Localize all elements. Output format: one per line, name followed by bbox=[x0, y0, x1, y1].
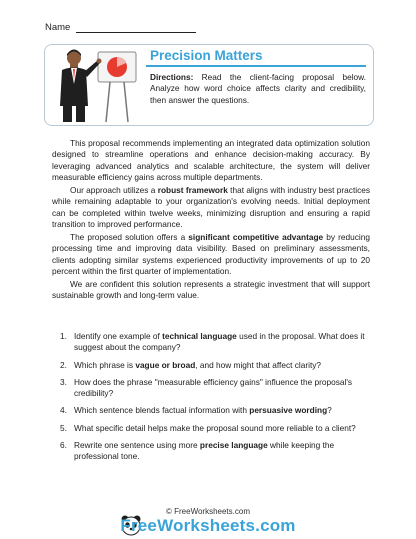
name-label: Name bbox=[45, 22, 71, 33]
proposal-paragraph-2: Our approach utilizes a robust framework that aligns with industry best practices while remaining adaptable to your organization's evolving needs. Initial deployment can be completed within twelve weeks, minimizing disruption and ensuring a rapid transition to improved performance. bbox=[52, 185, 371, 229]
name-field bbox=[45, 22, 196, 33]
directions-text: Read the client-facing proposal below. Analyze how word choice affects clarity and credibility, then answer the questions. bbox=[150, 72, 366, 105]
proposal-paragraph-1: This proposal recommends implementing an integrated data optimization solution designed to streamline operations and enhance decision-making accuracy. By leveraging advanced analytics and scalable architecture, the system will deliver measurable efficiency gains across multiple departments. bbox=[52, 138, 370, 182]
question-item: 1. Identify one example of technical language used in the proposal. What does it suggest about the company? bbox=[60, 331, 365, 353]
title-underline bbox=[146, 65, 366, 67]
directions bbox=[150, 72, 366, 106]
question-item: 4. Which sentence blends factual information with persuasive wording? bbox=[60, 405, 332, 416]
presenter-illustration bbox=[48, 44, 148, 124]
question-item: 3. How does the phrase "measurable efficiency gains" influence the proposal's credibility? bbox=[60, 376, 353, 399]
proposal-paragraph-4: We are confident this solution represents a strategic investment that will support sustainable growth and long-term value. bbox=[52, 279, 370, 301]
question-item: 6. Rewrite one sentence using more precise language while keeping the professional tone. bbox=[60, 440, 335, 462]
question-list bbox=[60, 331, 365, 469]
footer-logo: FreeWorksheets.com bbox=[120, 516, 296, 535]
question-item: 5. What specific detail helps make the proposal sound more reliable to a client? bbox=[60, 422, 356, 433]
footer-url[interactable]: © FreeWorksheets.com bbox=[166, 507, 250, 516]
proposal-paragraph-3: The proposed solution offers a significant competitive advantage by reducing processing time and improving data visibility. Based on preliminary assessments, clients adopting similar systems experienced productivity improvements of up to 20 percent within the first quarter of implementation. bbox=[52, 232, 370, 276]
directions-label: Directions: bbox=[150, 72, 194, 82]
name-line bbox=[76, 23, 196, 33]
question-item: 2. Which phrase is vague or broad, and how might that affect clarity? bbox=[60, 359, 322, 370]
page-title: Precision Matters bbox=[150, 48, 263, 63]
